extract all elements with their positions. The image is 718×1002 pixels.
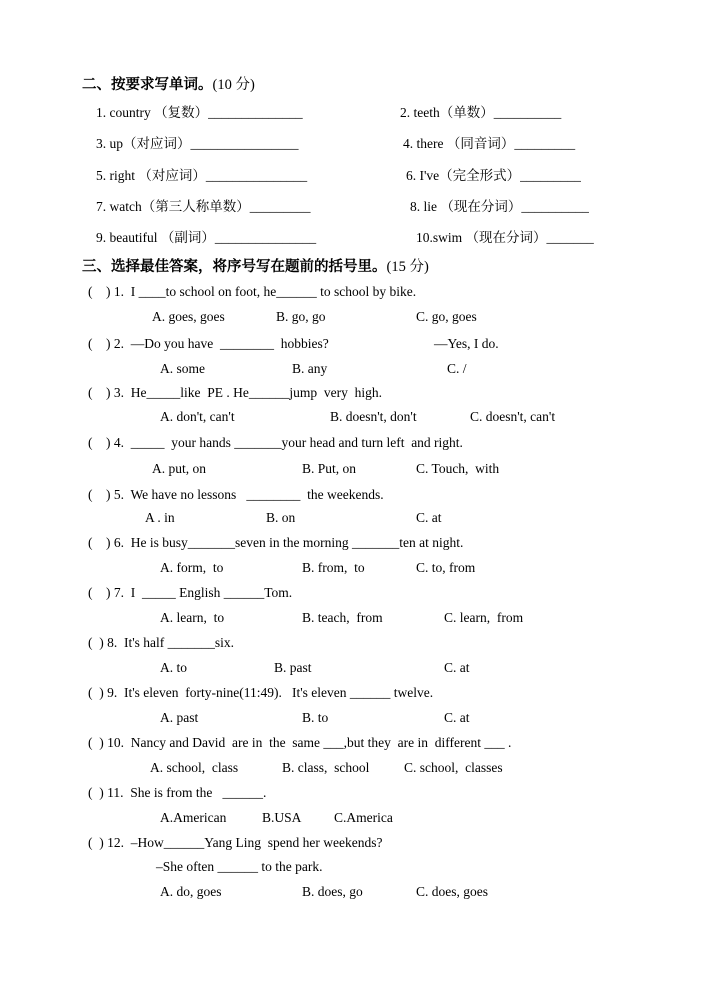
question-8: ( ) 8. It's half _______six. [88,635,235,650]
option-c: C. doesn't, can't [470,409,556,424]
option-b: B. from, to [302,560,365,575]
option-c: C. school, classes [404,760,503,775]
option-c: C. does, goes [416,884,488,899]
option-b: B. any [292,361,328,376]
option-a: A. past [160,710,199,725]
question-10: ( ) 10. Nancy and David are in the same ___,but they are in different ___ . [88,735,512,750]
option-a: A. do, goes [160,884,222,899]
question-1: ( ) 1. I ____to school on foot, he______ to school by bike. [88,284,417,299]
option-a: A. learn, to [160,610,225,625]
section-2-heading [82,77,255,93]
option-c: C. / [447,361,467,376]
option-b: B. class, school [282,760,370,775]
option-b: B. does, go [302,884,363,899]
question-4: ( ) 4. _____ your hands _______your head and turn left and right. [88,435,463,450]
option-c: C. at [416,510,442,525]
word-item: 10.swim （现在分词）_______ [416,230,594,245]
option-c: C. learn, from [444,610,524,625]
option-c: C. go, goes [416,309,477,324]
section-3-title: 三、选择最佳答案，将序号写在题前的括号里。 [82,259,387,275]
option-b: B. to [302,710,329,725]
option-c: C. Touch, with [416,461,500,476]
option-c: C.America [334,810,393,825]
option-a: A. don't, can't [160,409,235,424]
question-2-reply: —Yes, I do. [434,336,499,351]
question-5: ( ) 5. We have no lessons ________ the weekends. [88,487,384,502]
section-3-points: (15 分) [386,259,429,275]
question-11: ( ) 11. She is from the ______. [88,785,267,800]
option-b: B. past [274,660,312,675]
option-a: A. to [160,660,187,675]
question-2: ( ) 2. —Do you have ________ hobbies? [88,336,329,351]
word-item: 6. I've（完全形式）_________ [406,168,581,183]
option-a: A . in [145,510,175,525]
question-12: ( ) 12. –How______Yang Ling spend her weekends? [88,835,383,850]
option-a: A.American [160,810,227,825]
option-a: A. goes, goes [152,309,225,324]
question-12-reply: –She often ______ to the park. [156,859,323,874]
section-2-points: (10 分) [212,77,255,93]
option-c: C. at [444,710,470,725]
option-c: C. to, from [416,560,476,575]
word-item: 5. right （对应词）_______________ [96,168,308,183]
option-a: A. some [160,361,205,376]
option-a: A. school, class [150,760,239,775]
word-item: 8. lie （现在分词）__________ [410,199,589,214]
word-item: 4. there （同音词）_________ [403,136,576,151]
option-a: A. put, on [152,461,206,476]
option-b: B.USA [262,810,302,825]
word-item: 9. beautiful （副词）_______________ [96,230,317,245]
word-item: 1. country （复数）______________ [96,105,303,120]
question-6: ( ) 6. He is busy_______seven in the morning _______ten at night. [88,535,464,550]
question-9: ( ) 9. It's eleven forty-nine(11:49). It's eleven ______ twelve. [88,685,434,700]
option-b: B. doesn't, don't [330,409,417,424]
section-2-title: 二、按要求写单词。 [82,77,213,93]
option-b: B. go, go [276,309,326,324]
word-item: 7. watch（第三人称单数）_________ [96,199,311,214]
question-3: ( ) 3. He_____like PE . He______jump very high. [88,385,382,400]
option-b: B. teach, from [302,610,383,625]
option-c: C. at [444,660,470,675]
section-3-heading [82,259,429,275]
word-item: 2. teeth（单数）__________ [400,105,562,120]
option-a: A. form, to [160,560,224,575]
word-item: 3. up（对应词）________________ [96,136,299,151]
option-b: B. on [266,510,296,525]
option-b: B. Put, on [302,461,357,476]
question-7: ( ) 7. I _____ English ______Tom. [88,585,293,600]
